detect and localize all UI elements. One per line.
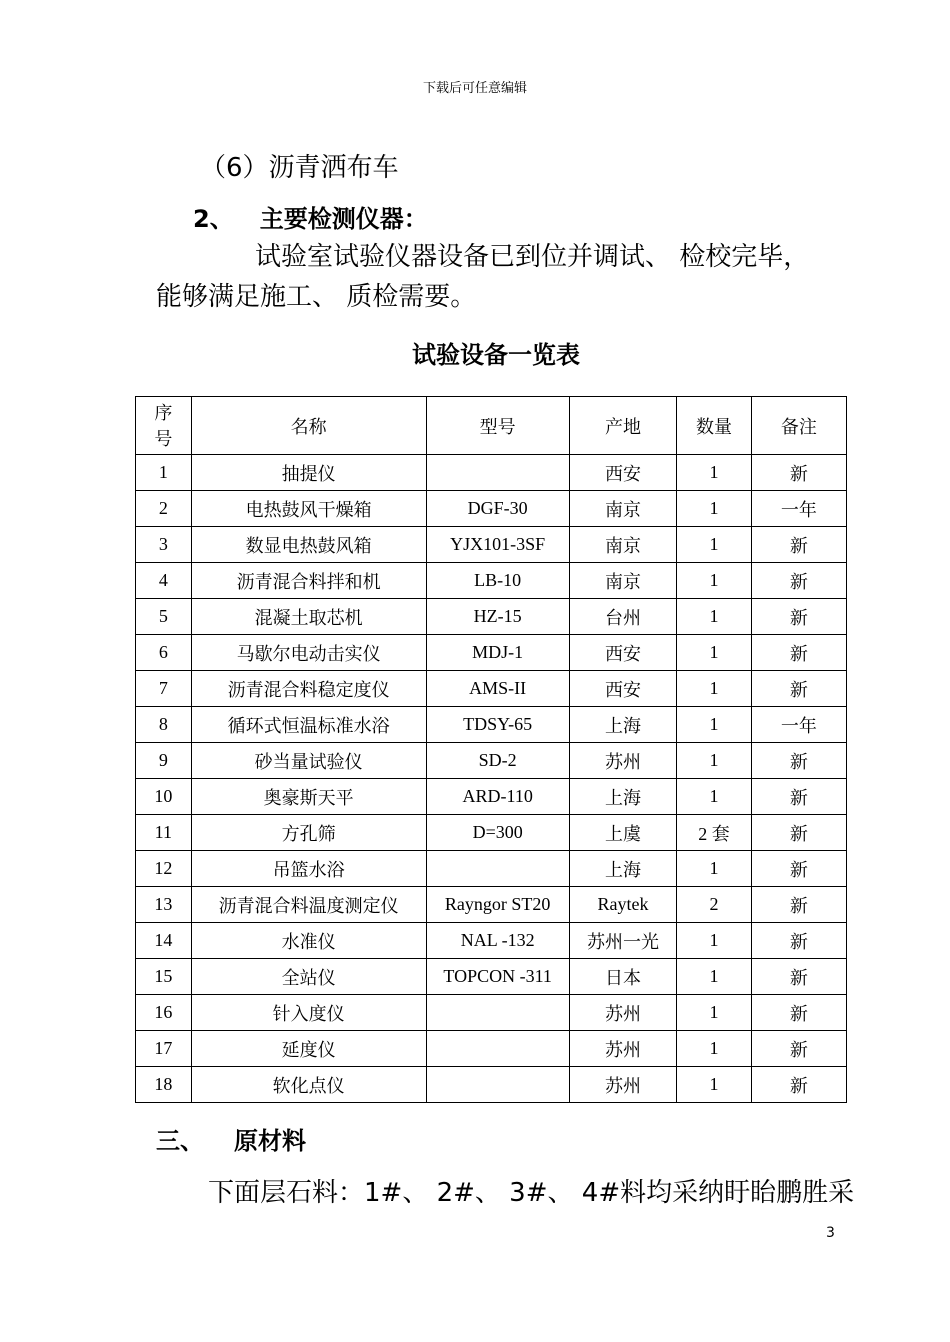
cell-model: HZ-15 — [426, 599, 569, 635]
cell-origin: 南京 — [569, 527, 676, 563]
cell-serial: 12 — [136, 851, 192, 887]
cell-model — [426, 851, 569, 887]
table-row — [136, 887, 847, 923]
cell-origin: 苏州 — [569, 1067, 676, 1103]
cell-quantity: 1 — [677, 959, 751, 995]
cell-origin: 日本 — [569, 959, 676, 995]
cell-quantity: 1 — [677, 527, 751, 563]
cell-remark: 新 — [751, 851, 846, 887]
table-row — [136, 527, 847, 563]
cell-model: ARD-110 — [426, 779, 569, 815]
cell-remark: 新 — [751, 455, 846, 491]
header-name: 名称 — [191, 397, 426, 455]
table-row — [136, 779, 847, 815]
section-2-heading — [193, 199, 428, 234]
cell-name: 方孔筛 — [191, 815, 426, 851]
cell-quantity: 1 — [677, 599, 751, 635]
cell-serial: 5 — [136, 599, 192, 635]
cell-quantity: 1 — [677, 707, 751, 743]
cell-name: 针入度仪 — [191, 995, 426, 1031]
header-serial: 序号 — [136, 397, 192, 455]
page-number: 3 — [826, 1225, 835, 1241]
cell-serial: 8 — [136, 707, 192, 743]
cell-origin: 上海 — [569, 779, 676, 815]
cell-model — [426, 1067, 569, 1103]
cell-model: MDJ-1 — [426, 635, 569, 671]
table-row — [136, 599, 847, 635]
cell-name: 吊篮水浴 — [191, 851, 426, 887]
cell-remark: 新 — [751, 743, 846, 779]
cell-quantity: 1 — [677, 779, 751, 815]
cell-remark: 新 — [751, 1067, 846, 1103]
table-row — [136, 491, 847, 527]
equipment-table — [135, 396, 847, 1103]
section-3-title: 原材料 — [234, 1127, 306, 1155]
cell-model: DGF-30 — [426, 491, 569, 527]
table-row — [136, 455, 847, 491]
cell-name: 延度仪 — [191, 1031, 426, 1067]
header-origin: 产地 — [569, 397, 676, 455]
cell-remark: 一年 — [751, 491, 846, 527]
cell-name: 电热鼓风干燥箱 — [191, 491, 426, 527]
cell-quantity: 1 — [677, 1067, 751, 1103]
cell-serial: 1 — [136, 455, 192, 491]
cell-name: 沥青混合料温度测定仪 — [191, 887, 426, 923]
paragraph-2: 下面层石料：1#、 2#、 3#、 4#料均采纳盱眙鹏胜采 — [208, 1178, 855, 1208]
table-header-row — [136, 397, 847, 455]
cell-name: 沥青混合料拌和机 — [191, 563, 426, 599]
section-2-title: 主要检测仪器： — [259, 205, 428, 233]
cell-origin: 上海 — [569, 851, 676, 887]
cell-quantity: 1 — [677, 491, 751, 527]
section-3-heading — [156, 1121, 306, 1156]
header-model: 型号 — [426, 397, 569, 455]
cell-model: YJX101-3SF — [426, 527, 569, 563]
cell-origin: 南京 — [569, 491, 676, 527]
table-row — [136, 671, 847, 707]
cell-model: NAL -132 — [426, 923, 569, 959]
cell-quantity: 1 — [677, 455, 751, 491]
cell-quantity: 2 — [677, 887, 751, 923]
cell-origin: 苏州 — [569, 995, 676, 1031]
cell-model: Rayngor ST20 — [426, 887, 569, 923]
cell-remark: 新 — [751, 923, 846, 959]
cell-remark: 新 — [751, 599, 846, 635]
table-title: 试验设备一览表 — [412, 341, 580, 369]
paragraph-1-line-1: 试验室试验仪器设备已到位并调试、 检校完毕， — [255, 242, 810, 272]
section-3-number: 三、 — [156, 1127, 204, 1155]
cell-remark: 一年 — [751, 707, 846, 743]
item-6-text: （6）沥青洒布车 — [200, 153, 399, 183]
table-row — [136, 923, 847, 959]
cell-origin: 西安 — [569, 635, 676, 671]
cell-quantity: 1 — [677, 635, 751, 671]
cell-model: AMS-II — [426, 671, 569, 707]
cell-quantity: 1 — [677, 1031, 751, 1067]
cell-quantity: 1 — [677, 923, 751, 959]
table-row — [136, 563, 847, 599]
cell-origin: 苏州一光 — [569, 923, 676, 959]
cell-model: TOPCON -311 — [426, 959, 569, 995]
table-row — [136, 815, 847, 851]
table-row — [136, 707, 847, 743]
table-row — [136, 635, 847, 671]
cell-serial: 13 — [136, 887, 192, 923]
cell-quantity: 1 — [677, 995, 751, 1031]
cell-remark: 新 — [751, 635, 846, 671]
cell-serial: 3 — [136, 527, 192, 563]
cell-remark: 新 — [751, 779, 846, 815]
cell-quantity: 1 — [677, 563, 751, 599]
cell-origin: 南京 — [569, 563, 676, 599]
cell-serial: 14 — [136, 923, 192, 959]
table-row — [136, 1031, 847, 1067]
cell-origin: 西安 — [569, 671, 676, 707]
cell-serial: 17 — [136, 1031, 192, 1067]
header-quantity: 数量 — [677, 397, 751, 455]
table-row — [136, 1067, 847, 1103]
cell-name: 马歇尔电动击实仪 — [191, 635, 426, 671]
header-remark: 备注 — [751, 397, 846, 455]
cell-origin: 苏州 — [569, 1031, 676, 1067]
cell-model — [426, 995, 569, 1031]
cell-remark: 新 — [751, 959, 846, 995]
cell-model: SD-2 — [426, 743, 569, 779]
cell-name: 数显电热鼓风箱 — [191, 527, 426, 563]
cell-serial: 11 — [136, 815, 192, 851]
cell-remark: 新 — [751, 671, 846, 707]
cell-model — [426, 1031, 569, 1067]
cell-name: 砂当量试验仪 — [191, 743, 426, 779]
cell-quantity: 2 套 — [677, 815, 751, 851]
cell-remark: 新 — [751, 887, 846, 923]
cell-origin: Raytek — [569, 887, 676, 923]
cell-serial: 9 — [136, 743, 192, 779]
cell-quantity: 1 — [677, 743, 751, 779]
cell-name: 循环式恒温标准水浴 — [191, 707, 426, 743]
table-row — [136, 959, 847, 995]
cell-serial: 10 — [136, 779, 192, 815]
cell-serial: 7 — [136, 671, 192, 707]
cell-name: 软化点仪 — [191, 1067, 426, 1103]
cell-remark: 新 — [751, 815, 846, 851]
cell-origin: 西安 — [569, 455, 676, 491]
cell-origin: 上海 — [569, 707, 676, 743]
cell-remark: 新 — [751, 527, 846, 563]
cell-origin: 上虞 — [569, 815, 676, 851]
cell-quantity: 1 — [677, 671, 751, 707]
cell-remark: 新 — [751, 1031, 846, 1067]
cell-serial: 4 — [136, 563, 192, 599]
cell-name: 混凝土取芯机 — [191, 599, 426, 635]
cell-name: 抽提仪 — [191, 455, 426, 491]
cell-origin: 台州 — [569, 599, 676, 635]
cell-quantity: 1 — [677, 851, 751, 887]
paragraph-1-line-2: 能够满足施工、 质检需要。 — [156, 282, 477, 312]
cell-origin: 苏州 — [569, 743, 676, 779]
cell-name: 水准仪 — [191, 923, 426, 959]
cell-model: D=300 — [426, 815, 569, 851]
cell-model: LB-10 — [426, 563, 569, 599]
table-row — [136, 743, 847, 779]
cell-serial: 18 — [136, 1067, 192, 1103]
cell-remark: 新 — [751, 995, 846, 1031]
section-2-number: 2、 — [193, 205, 234, 233]
table-row — [136, 851, 847, 887]
cell-serial: 6 — [136, 635, 192, 671]
cell-serial: 16 — [136, 995, 192, 1031]
cell-serial: 15 — [136, 959, 192, 995]
cell-model — [426, 455, 569, 491]
cell-model: TDSY-65 — [426, 707, 569, 743]
cell-name: 奥豪斯天平 — [191, 779, 426, 815]
cell-name: 沥青混合料稳定度仪 — [191, 671, 426, 707]
cell-name: 全站仪 — [191, 959, 426, 995]
page-header: 下载后可任意编辑 — [422, 81, 527, 96]
table-row — [136, 995, 847, 1031]
cell-serial: 2 — [136, 491, 192, 527]
cell-remark: 新 — [751, 563, 846, 599]
